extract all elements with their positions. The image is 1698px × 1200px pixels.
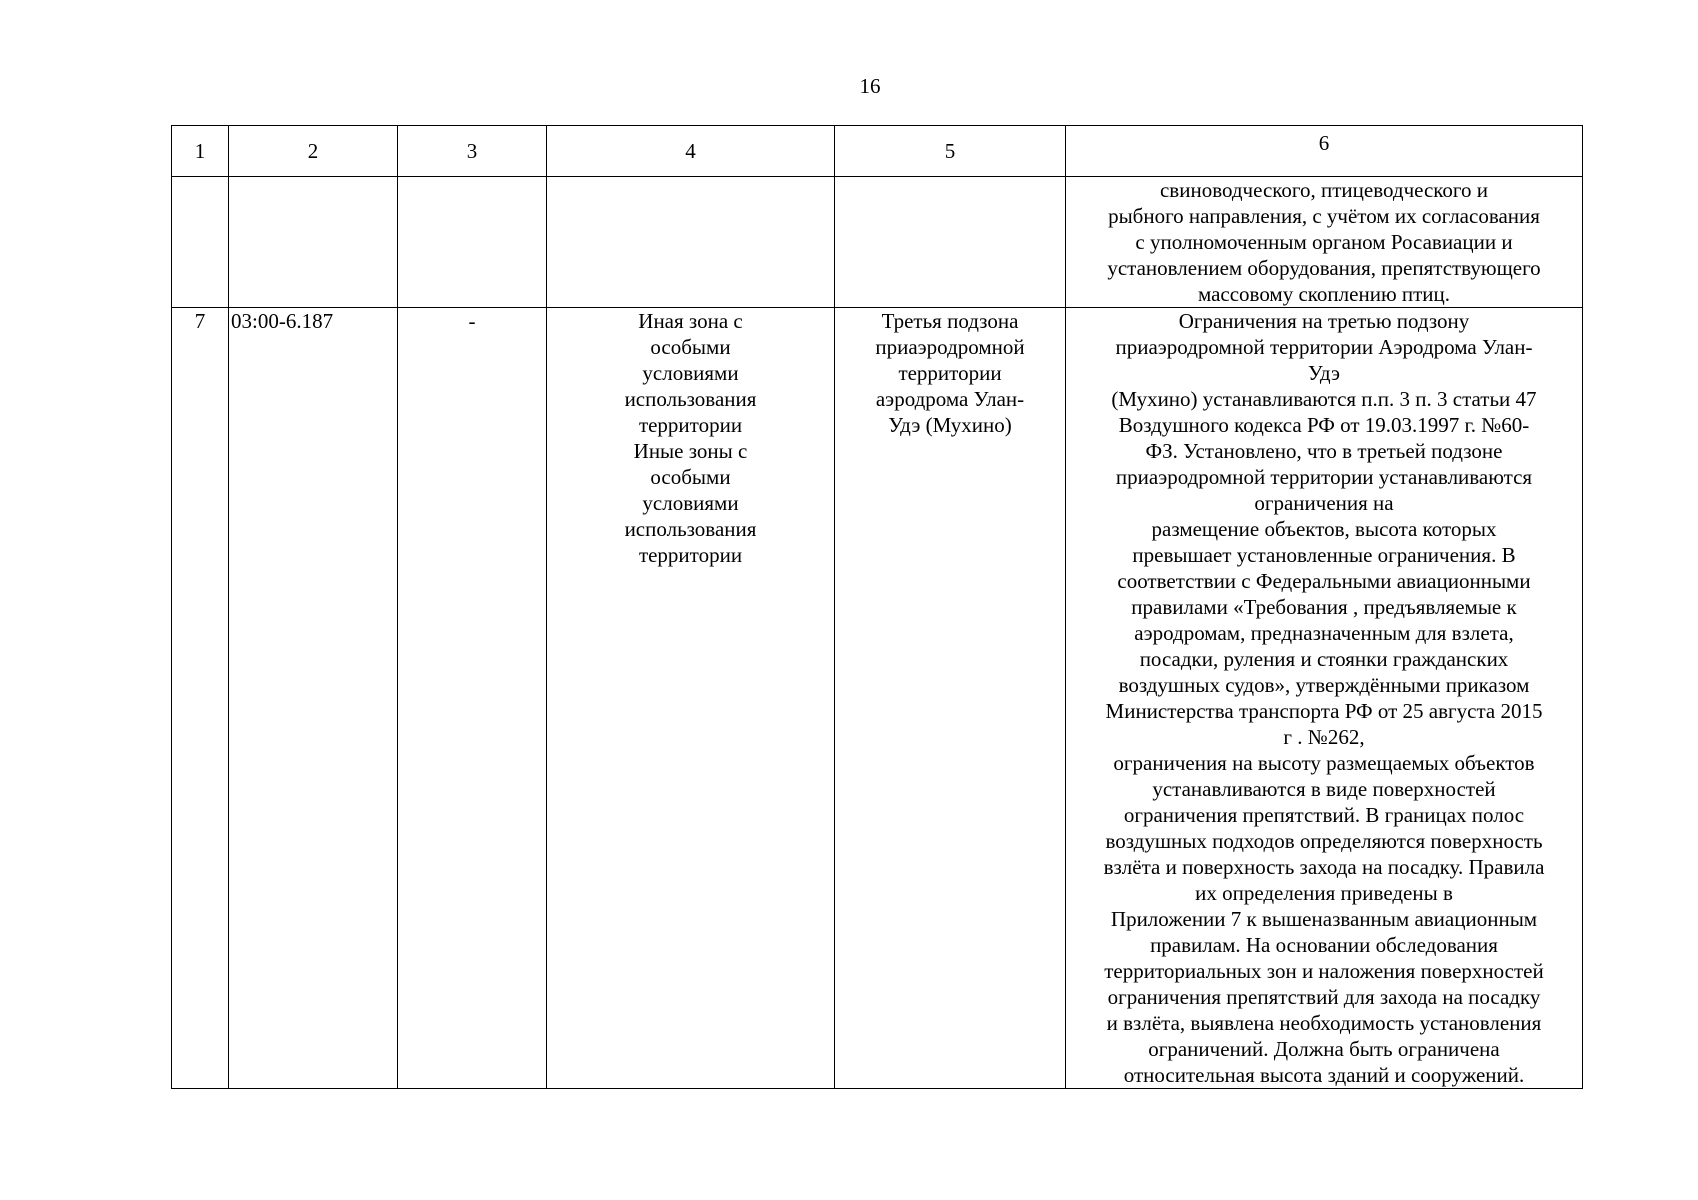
header-col-6: 6 [1066, 126, 1583, 177]
text-line: ограничения на высоту размещаемых объектов [1113, 751, 1535, 775]
cell-row-number: 7 [172, 308, 229, 1089]
text-line: территории [638, 413, 743, 437]
header-col-2: 2 [229, 126, 398, 177]
text-line: особыми [650, 335, 731, 359]
text-line: территории [638, 543, 743, 567]
text-line: размещение объектов, высота которых [1151, 517, 1497, 541]
text-line: воздушных судов», утверждёнными приказом [1118, 673, 1530, 697]
header-col-3: 3 [398, 126, 547, 177]
text-line: ограничения на [1254, 491, 1394, 515]
cell-col3: - [398, 308, 547, 1089]
cell-empty [398, 177, 547, 308]
text-line: свиноводческого, птицеводческого и [1159, 178, 1489, 202]
cell-empty [172, 177, 229, 308]
text-line: Приложении 7 к вышеназванным авиационным [1110, 907, 1538, 931]
text-line: рыбного направления, с учётом их согласования [1108, 204, 1540, 228]
cell-restrictions-continued [1066, 177, 1583, 308]
cell-empty [547, 177, 835, 308]
text-line: условиями [642, 491, 739, 515]
text-line: приаэродромной территории устанавливаются [1115, 465, 1533, 489]
text-line: Удэ (Мухино) [888, 413, 1012, 437]
text-line: Иные зоны с [633, 439, 748, 463]
text-line: соответствии с Федеральными авиационными [1117, 569, 1531, 593]
text-line: взлёта и поверхность захода на посадку. Правила [1103, 855, 1545, 879]
text-line: и взлёта, выявлена необходимость установления [1106, 1011, 1542, 1035]
text-line: устанавливаются в виде поверхностей [1152, 777, 1496, 801]
header-col-4: 4 [547, 126, 835, 177]
header-col-1: 1 [172, 126, 229, 177]
text-line: использования [624, 517, 757, 541]
cell-zone-code: 03:00-6.187 [229, 308, 398, 1089]
text-line: Удэ [1307, 361, 1341, 385]
table-row-continuation [172, 177, 1583, 308]
text-line: ограничений. Должна быть ограничена [1148, 1037, 1500, 1061]
text-line: Воздушного кодекса РФ от 19.03.1997 г. №60- [1118, 413, 1530, 437]
text-line: аэродрома Улан- [875, 387, 1025, 411]
text-line: превышает установленные ограничения. В [1132, 543, 1516, 567]
page-number: 16 [859, 74, 881, 98]
text-line: правилами «Требования , предъявляемые к [1131, 595, 1517, 619]
text-line: территориальных зон и наложения поверхностей [1104, 959, 1544, 983]
text-line: Иная зона с [638, 309, 743, 333]
text-line: аэродромам, предназначенным для взлета, [1134, 621, 1514, 645]
text-line: установлением оборудования, препятствующего [1107, 256, 1541, 280]
zones-table [171, 125, 1583, 1089]
cell-empty [835, 177, 1066, 308]
text-line: ФЗ. Установлено, что в третьей подзоне [1145, 439, 1503, 463]
text-line: ограничения препятствий для захода на посадку [1107, 985, 1541, 1009]
text-line: Третья подзона [881, 309, 1019, 333]
text-line: относительная высота зданий и сооружений. [1123, 1063, 1525, 1087]
table-row [172, 308, 1583, 1089]
text-line: посадки, руления и стоянки гражданских [1139, 647, 1509, 671]
text-line: использования [624, 387, 757, 411]
text-line: условиями [642, 361, 739, 385]
text-line: приаэродромной территории Аэродрома Улан- [1115, 335, 1533, 359]
text-line: особыми [650, 465, 731, 489]
header-col-5: 5 [835, 126, 1066, 177]
cell-zone-type [547, 308, 835, 1089]
text-line: приаэродромной [875, 335, 1025, 359]
text-line: их определения приведены в [1195, 881, 1453, 905]
text-line: массовому скоплению птиц. [1197, 282, 1451, 306]
table-header-row [172, 126, 1583, 177]
cell-zone-name [835, 308, 1066, 1089]
text-line: ограничения препятствий. В границах полос [1123, 803, 1525, 827]
cell-restrictions [1066, 308, 1583, 1089]
text-line: воздушных подходов определяются поверхность [1105, 829, 1543, 853]
text-line: г . №262, [1283, 725, 1365, 749]
text-line: с уполномоченным органом Росавиации и [1135, 230, 1513, 254]
text-line: (Мухино) устанавливаются п.п. 3 п. 3 статьи 47 [1111, 387, 1537, 411]
text-line: Министерства транспорта РФ от 25 августа 2015 [1105, 699, 1543, 723]
text-line: правилам. На основании обследования [1150, 933, 1498, 957]
text-line: Ограничения на третью подзону [1178, 309, 1470, 333]
cell-empty [229, 177, 398, 308]
text-line: территории [898, 361, 1002, 385]
